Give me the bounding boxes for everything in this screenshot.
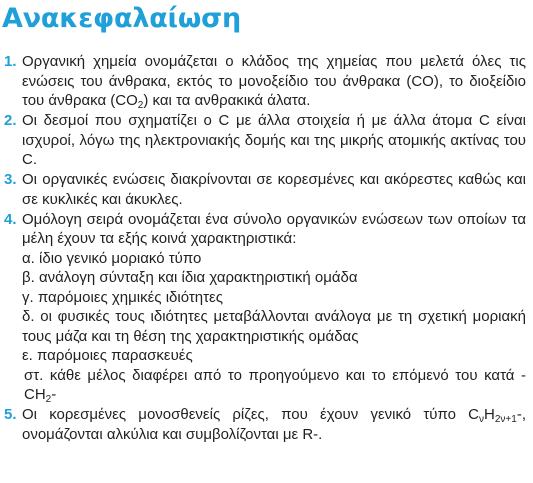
subscript: ν	[479, 414, 485, 425]
item-text: Οι δεσμοί που σχηματίζει ο C με άλλα στοιχεία ή με άλλα άτομα C είναι ισχυροί, λόγω της ηλεκτρονιακής δομής και της μικρής ατομικής ακτίνας του C.	[22, 112, 526, 168]
item-number: 2.	[4, 112, 17, 129]
subitem-b: β. ανάλογη σύνταξη και ίδια χαρακτηριστική ομάδα	[22, 269, 358, 286]
summary-item-5	[4, 405, 526, 444]
item-text-part: H	[484, 406, 495, 423]
summary-item-4	[4, 210, 526, 405]
summary-item-3	[4, 170, 526, 209]
subitem-a: α. ίδιο γενικό μοριακό τύπο	[22, 249, 202, 267]
subitem-text-part: στ. κάθε μέλος διαφέρει από το προηγούμενο και το επόμενό του κατά -CH	[24, 366, 526, 403]
item-number: 5.	[4, 406, 17, 423]
subitem-text-part: -	[51, 386, 57, 403]
item-text-part: ) και τα ανθρακικά άλατα.	[143, 92, 311, 109]
summary-item-2	[4, 111, 526, 170]
summary-list	[4, 52, 526, 445]
item-text-part: -, ονομάζονται αλκύλια και συμβολίζονται με R-.	[22, 406, 526, 443]
subitem-c: γ. παρόμοιες χημικές ιδιότητες	[22, 288, 223, 306]
item-text	[22, 52, 526, 111]
subscript: 2	[137, 100, 144, 111]
page-title: Ανακεφαλαίωση	[2, 3, 241, 34]
item-text: Ομόλογη σειρά ονομάζεται ένα σύνολο οργανικών ενώσεων των οποίων τα μέλη έχουν τα εξής κοινά χαρακτηριστικά:	[22, 210, 526, 247]
item-text: Οι οργανικές ενώσεις διακρίνονται σε κορεσμένες και ακόρεστες καθώς και σε κυκλικές και άκυκλες.	[22, 171, 526, 208]
item-text	[22, 405, 526, 444]
item-text-part: Οργανική χημεία ονομάζεται ο κλάδος της χημείας που μελετά όλες τις ενώσεις του άνθρακα, εκτός το μονοξείδιο του άνθρακα (CO), το διοξείδιο του άνθρακα (CO	[22, 53, 526, 109]
item-number: 3.	[4, 171, 17, 188]
subscript: 2ν+1	[494, 414, 517, 425]
item-text-part: Οι κορεσμένες μονοσθενείς ρίζες, που έχουν γενικό τύπο C	[22, 406, 480, 423]
item-number: 4.	[4, 210, 17, 228]
subscript: 2	[45, 394, 52, 405]
summary-item-1	[4, 52, 526, 111]
item-number: 1.	[4, 53, 17, 70]
subitem-st	[22, 366, 526, 405]
subitem-d: δ. οι φυσικές τους ιδιότητες μεταβάλλονται ανάλογα με τη σχετική μοριακή τους μάζα και τη θέση της χαρακτηριστικής ομάδας	[22, 308, 526, 345]
subitem-e: ε. παρόμοιες παρασκευές	[22, 347, 193, 364]
